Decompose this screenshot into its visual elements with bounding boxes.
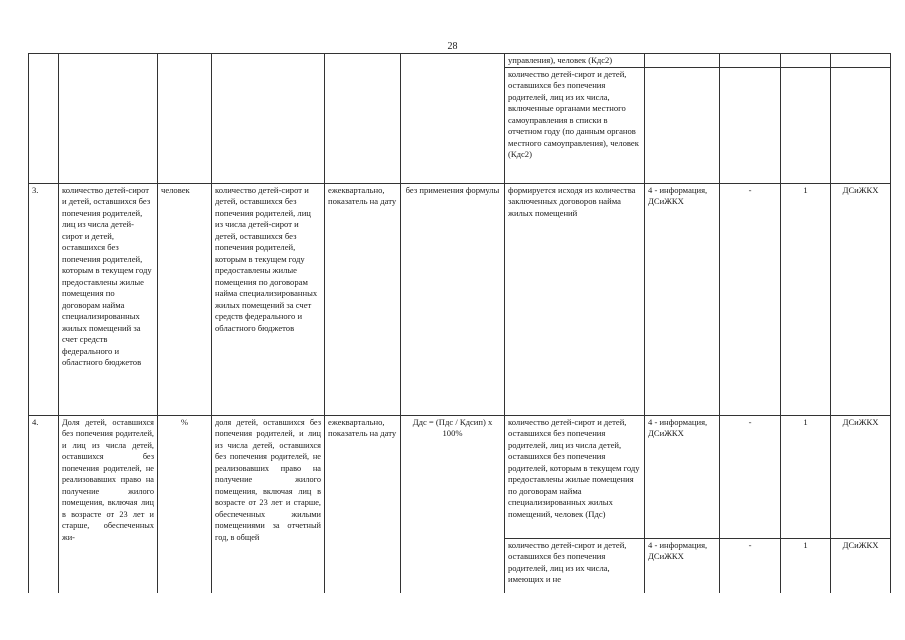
indicator-cell: количество детей-сирот и детей, оставшихся без попечения родителей, лиц из их числа, включенные органами местного самоуправления в списки в отчетном году (по данным органов местного самоуправления), человек (Кдс2) xyxy=(505,67,645,183)
method-cell: 4 - информация, ДСиЖКХ xyxy=(645,538,720,593)
indicator-name: Доля детей, оставшихся без попечения родителей, и лиц из числа детей, оставшихся без попечения родителей, не реализовавших право на получение жилого помещения, включая лиц в возрасте от 23 лет и старше, обеспеченных жи- xyxy=(59,415,158,593)
row-number: 4. xyxy=(29,415,59,593)
cell-empty xyxy=(645,54,720,68)
indicator-cell: количество детей-сирот и детей, оставшихся без попечения родителей, лиц из числа детей, оставшихся без попечения родителей, которым в текущем году предоставлены жилые помещения по договорам найма специализированных жилых помещений, человек (Пдс) xyxy=(505,415,645,538)
value-cell: - xyxy=(720,415,781,538)
table-row xyxy=(29,183,891,415)
cell-empty xyxy=(212,54,325,184)
table-row xyxy=(29,415,891,538)
cell-empty xyxy=(781,54,831,68)
value-cell: 1 xyxy=(781,183,831,415)
indicator-cell: формируется исходя из количества заключенных договоров найма жилых помещений xyxy=(505,183,645,415)
indicator-table-frame xyxy=(28,53,891,593)
row-number: 3. xyxy=(29,183,59,415)
cell-empty xyxy=(720,67,781,183)
period-cell: ежеквартально, показатель на дату xyxy=(325,183,401,415)
value-cell: - xyxy=(720,183,781,415)
cell-empty xyxy=(325,54,401,184)
responsible-cell: ДСиЖКХ xyxy=(831,415,891,538)
method-cell: 4 - информация, ДСиЖКХ xyxy=(645,183,720,415)
value-cell: - xyxy=(720,538,781,593)
cell-empty xyxy=(831,54,891,68)
value-cell: 1 xyxy=(781,415,831,538)
indicator-table xyxy=(28,53,891,593)
indicator-cell: количество детей-сирот и детей, оставшихся без попечения родителей, лиц из их числа, имеющих и не xyxy=(505,538,645,593)
indicator-cell: управления), человек (Кдс2) xyxy=(505,54,645,68)
period-cell: ежеквартально, показатель на дату xyxy=(325,415,401,593)
responsible-cell: ДСиЖКХ xyxy=(831,183,891,415)
table-row xyxy=(29,54,891,68)
method-cell: 4 - информация, ДСиЖКХ xyxy=(645,415,720,538)
unit-cell: % xyxy=(158,415,212,593)
cell-empty xyxy=(158,54,212,184)
cell-empty xyxy=(720,54,781,68)
cell-empty xyxy=(645,67,720,183)
value-cell: 1 xyxy=(781,538,831,593)
cell-empty xyxy=(59,54,158,184)
definition-cell: доля детей, оставшихся без попечения родителей, и лиц из числа детей, оставшихся без попечения родителей, не реализовавших право на получение жилого помещения, включая лиц в возрасте от 23 лет и старше, обеспеченных жилыми помещениями за отчетный год, в общей xyxy=(212,415,325,593)
cell-empty xyxy=(29,54,59,184)
cell-empty xyxy=(401,54,505,184)
formula-cell: Ддс = (Пдс / Кдсип) x 100% xyxy=(401,415,505,593)
formula-cell: без применения формулы xyxy=(401,183,505,415)
definition-cell: количество детей-сирот и детей, оставшихся без попечения родителей, лиц из числа детей-сирот и детей, оставшихся без попечения родителей, которым в текущем году предоставлены жилые помещения по договорам найма специализированных жилых помещений за счет средств федерального и областного бюджетов xyxy=(212,183,325,415)
responsible-cell: ДСиЖКХ xyxy=(831,538,891,593)
unit-cell: человек xyxy=(158,183,212,415)
indicator-name: количество детей-сирот и детей, оставшихся без попечения родителей, лиц из числа детей-сирот и детей, оставшихся без попечения родителей, которым в текущем году предоставлены жилые помещения по договорам найма специализированных жилых помещений за счет средств федерального и областного бюджетов xyxy=(59,183,158,415)
page-number: 28 xyxy=(447,41,458,52)
cell-empty xyxy=(831,67,891,183)
cell-empty xyxy=(781,67,831,183)
